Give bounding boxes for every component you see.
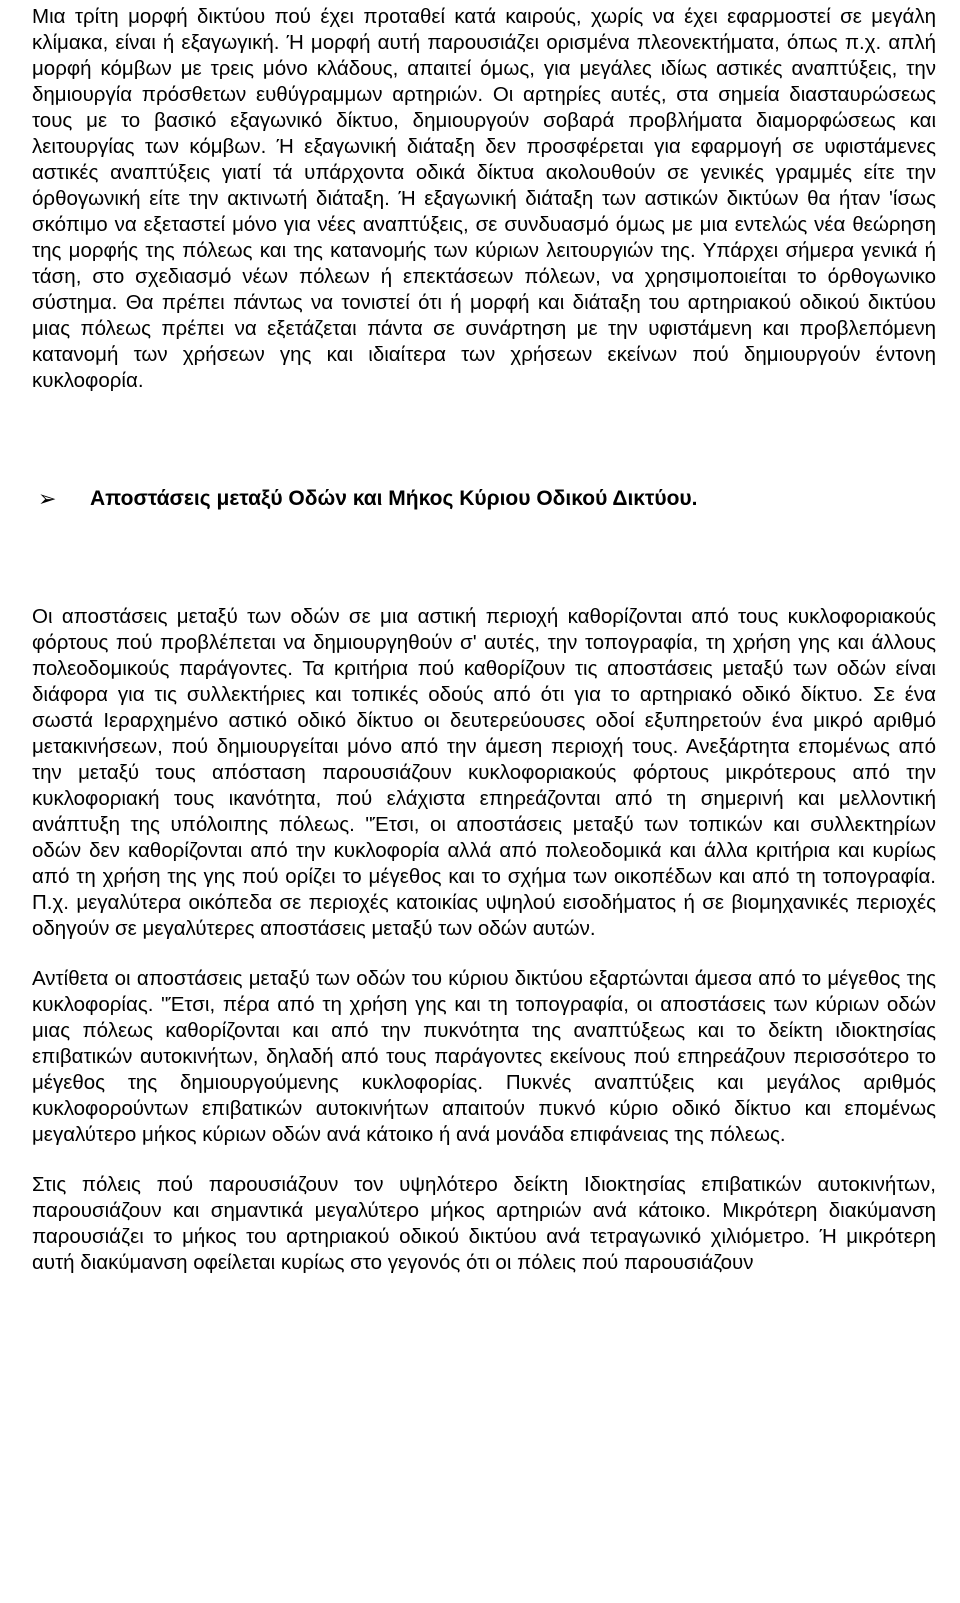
section-heading [32, 484, 936, 514]
paragraph-main-network-spacing: Αντίθετα οι αποστάσεις μεταξύ των οδών του κύριου δικτύου εξαρτώνται άμεσα από το μέγεθος της κυκλοφορίας. "Έτσι, πέρα από τη χρήση γης και τη τοπογραφία, οι αποστάσεις των κύριων οδών μιας πόλεως καθορίζονται και από την πυκνότητα της αναπτύξεως και το δείκτη ιδιοκτησίας επιβατικών αυτοκινήτων, δηλαδή από τους παράγοντες εκείνους πού επηρεάζουν περισσότερο το μέγεθος της δημιουργούμενης κυκλοφορίας. Πυκνές αναπτύξεις και μεγάλος αριθμός κυκλοφορούντων επιβατικών αυτοκινήτων απαιτούν πυκνό κύριο οδικό δίκτυο και επομένως μεγαλύτερο μήκος κύριων οδών ανά κάτοικο ή ανά μονάδα επιφάνειας της πόλεως. [32, 967, 936, 1146]
paragraph-arterial-length: Στις πόλεις πού παρουσιάζουν τον υψηλότερο δείκτη Ιδιοκτησίας επιβατικών αυτοκινήτων, παρουσιάζουν και σημαντικά μεγαλύτερο μήκος αρτηριών ανά κάτοικο. Μικρότερη διακύμανση παρουσιάζει το μήκος του αρτηριακού οδικού δικτύου ανά τετραγωνικό χιλιόμετρο. Ή μικρότερη αυτή διακύμανση οφείλεται κυρίως στο γεγονός ότι οι πόλεις πού παρουσιάζουν [32, 1173, 936, 1274]
section-title: Αποστάσεις μεταξύ Οδών και Μήκος Κύριου Οδικού Δικτύου. [90, 487, 698, 510]
arrow-bullet-icon: ➢ [38, 486, 57, 511]
paragraph-network-forms: Μια τρίτη μορφή δικτύου πού έχει προταθεί κατά καιρούς, χωρίς να έχει εφαρμοστεί σε μεγάλη κλίμακα, είναι ή εξαγωγική. Ή μορφή αυτή παρουσιάζει ορισμένα πλεονεκτήματα, όπως π.χ. απλή μορφή κόμβων με τρεις μόνο κλάδους, απαιτεί όμως, για μεγάλες ιδίως αστικές αναπτύξεις, την δημιουργία πρόσθετων ευθύγραμμων αρτηριών. Οι αρτηρίες αυτές, στα σημεία διασταυρώσεως τους με το βασικό εξαγωνικό δίκτυο, δημιουργούν σοβαρά προβλήματα διαμορφώσεως και λειτουργίας των κόμβων. Ή εξαγωνική διάταξη δεν προσφέρεται για εφαρμογή σε υφιστάμενες αστικές αναπτύξεις γιατί τά υπάρχοντα οδικά δίκτυα ακολουθούν σε γενικές γραμμές είτε την όρθογωνική είτε την ακτινωτή διάταξη. Ή εξαγωνική διάταξη των αστικών δικτύων θα ήταν 'ίσως σκόπιμο να εξεταστεί μόνο για νέες αναπτύξεις, σε συνδυασμό όμως με μια εντελώς νέα θεώρηση της μορφής της πόλεως και της κατανομής των κύριων λειτουργιών της. Υπάρχει σήμερα γενικά ή τάση, στο σχεδιασμό νέων πόλεων ή επεκτάσεων πόλεων, να χρησιμοποιείται το όρθογωνικο σύστημα. Θα πρέπει πάντως να τονιστεί ότι ή μορφή και διάταξη του αρτηριακού οδικού δικτύου μιας πόλεως πρέπει να εξετάζεται πάντα σε συνάρτηση με την υφιστάμενη και προβλεπόμενη κατανομή των χρήσεων γης και ιδιαίτερα των χρήσεων εκείνων πού δημιουργούν έντονη κυκλοφορία. [32, 5, 936, 392]
paragraph-street-spacing: Οι αποστάσεις μεταξύ των οδών σε μια αστική περιοχή καθορίζονται από τους κυκλοφοριακούς φόρτους πού προβλέπεται να δημιουργηθούν σ' αυτές, την τοπογραφία, τη χρήση γης και άλλους πολεοδομικούς παράγοντες. Τα κριτήρια πού καθορίζουν τις αποστάσεις μεταξύ των οδών είναι διάφορα για τις συλλεκτήριες και τοπικές οδούς από ότι για το αρτηριακό οδικό δίκτυο. Σε ένα σωστά Ιεραρχημένο αστικό οδικό δίκτυο οι δευτερεύουσες οδοί εξυπηρετούν ένα μικρό αριθμό μετακινήσεων, πού δημιουργείται μόνο από την άμεση περιοχή τους. Ανεξάρτητα επομένως από την μεταξύ τους απόσταση παρουσιάζουν κυκλοφοριακούς φόρτους μικρότερους από την κυκλοφοριακή τους ικανότητα, πού ελάχιστα επηρεάζονται από τη σημερινή και μελλοντική ανάπτυξη της υπόλοιπης πόλεως. "Έτσι, οι αποστάσεις μεταξύ των τοπικών και συλλεκτηρίων οδών δεν καθορίζονται από την κυκλοφορία αλλά από πολεοδομικά και άλλα κριτήρια και κυρίως από τη χρήση της γης πού ορίζει το μέγεθος και το σχήμα των οικοπέδων και από τη τοπογραφία. Π.χ. μεγαλύτερα οικόπεδα σε περιοχές κατοικίας υψηλού εισοδήματος ή σε βιομηχανικές περιοχές οδηγούν σε μεγαλύτερες αποστάσεις μεταξύ των οδών αυτών. [32, 605, 936, 940]
document-page [32, 4, 936, 1276]
